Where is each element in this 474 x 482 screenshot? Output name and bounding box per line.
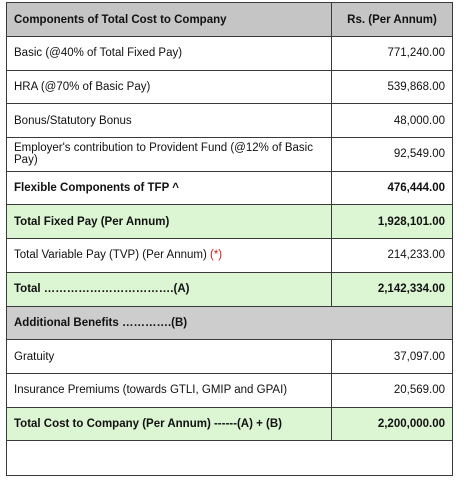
row-label: Bonus/Statutory Bonus [7,104,332,138]
empty-cell [7,441,453,476]
table-row-total-ctc [7,407,453,441]
section-label: Additional Benefits ………….(B) [7,306,453,340]
footnote-marker: (*) [210,249,223,262]
row-amount: 214,233.00 [332,239,453,273]
row-amount: 48,000.00 [332,104,453,138]
row-label: Total Variable Pay (TVP) (Per Annum) [14,249,210,262]
ctc-table [6,2,453,476]
row-label: Insurance Premiums (towards GTLI, GMIP and GPAI) [7,373,332,407]
table-row-gratuity [7,340,453,374]
table-row-bonus [7,104,453,138]
row-amount: 771,240.00 [332,37,453,71]
row-amount: 2,200,000.00 [332,407,453,441]
row-label-cell [7,239,332,273]
row-label: Gratuity [7,340,332,374]
row-label: Total Fixed Pay (Per Annum) [7,205,332,239]
table-header-row [7,3,453,37]
table-row-variable-pay [7,239,453,273]
row-amount: 2,142,334.00 [332,272,453,306]
row-label: HRA (@70% of Basic Pay) [7,70,332,104]
table-row-flexible-components [7,171,453,205]
table-row-insurance [7,373,453,407]
row-amount: 37,097.00 [332,340,453,374]
header-amount: Rs. (Per Annum) [332,3,453,37]
table-row-provident-fund [7,138,453,172]
row-label: Employer's contribution to Provident Fund (@12% of Basic Pay) [7,138,332,172]
header-components: Components of Total Cost to Company [7,3,332,37]
row-label: Flexible Components of TFP ^ [7,171,332,205]
table-row-empty [7,441,453,476]
table-row-total-a [7,272,453,306]
row-amount: 476,444.00 [332,171,453,205]
row-amount: 539,868.00 [332,70,453,104]
row-amount: 92,549.00 [332,138,453,172]
table-row-hra [7,70,453,104]
section-row-additional-benefits [7,306,453,340]
row-amount: 20,569.00 [332,373,453,407]
table-row-basic [7,37,453,71]
row-label: Basic (@40% of Total Fixed Pay) [7,37,332,71]
table-row-total-fixed-pay [7,205,453,239]
row-label: Total …………………………….(A) [7,272,332,306]
row-label: Total Cost to Company (Per Annum) ------(A) + (B) [7,407,332,441]
row-amount: 1,928,101.00 [332,205,453,239]
